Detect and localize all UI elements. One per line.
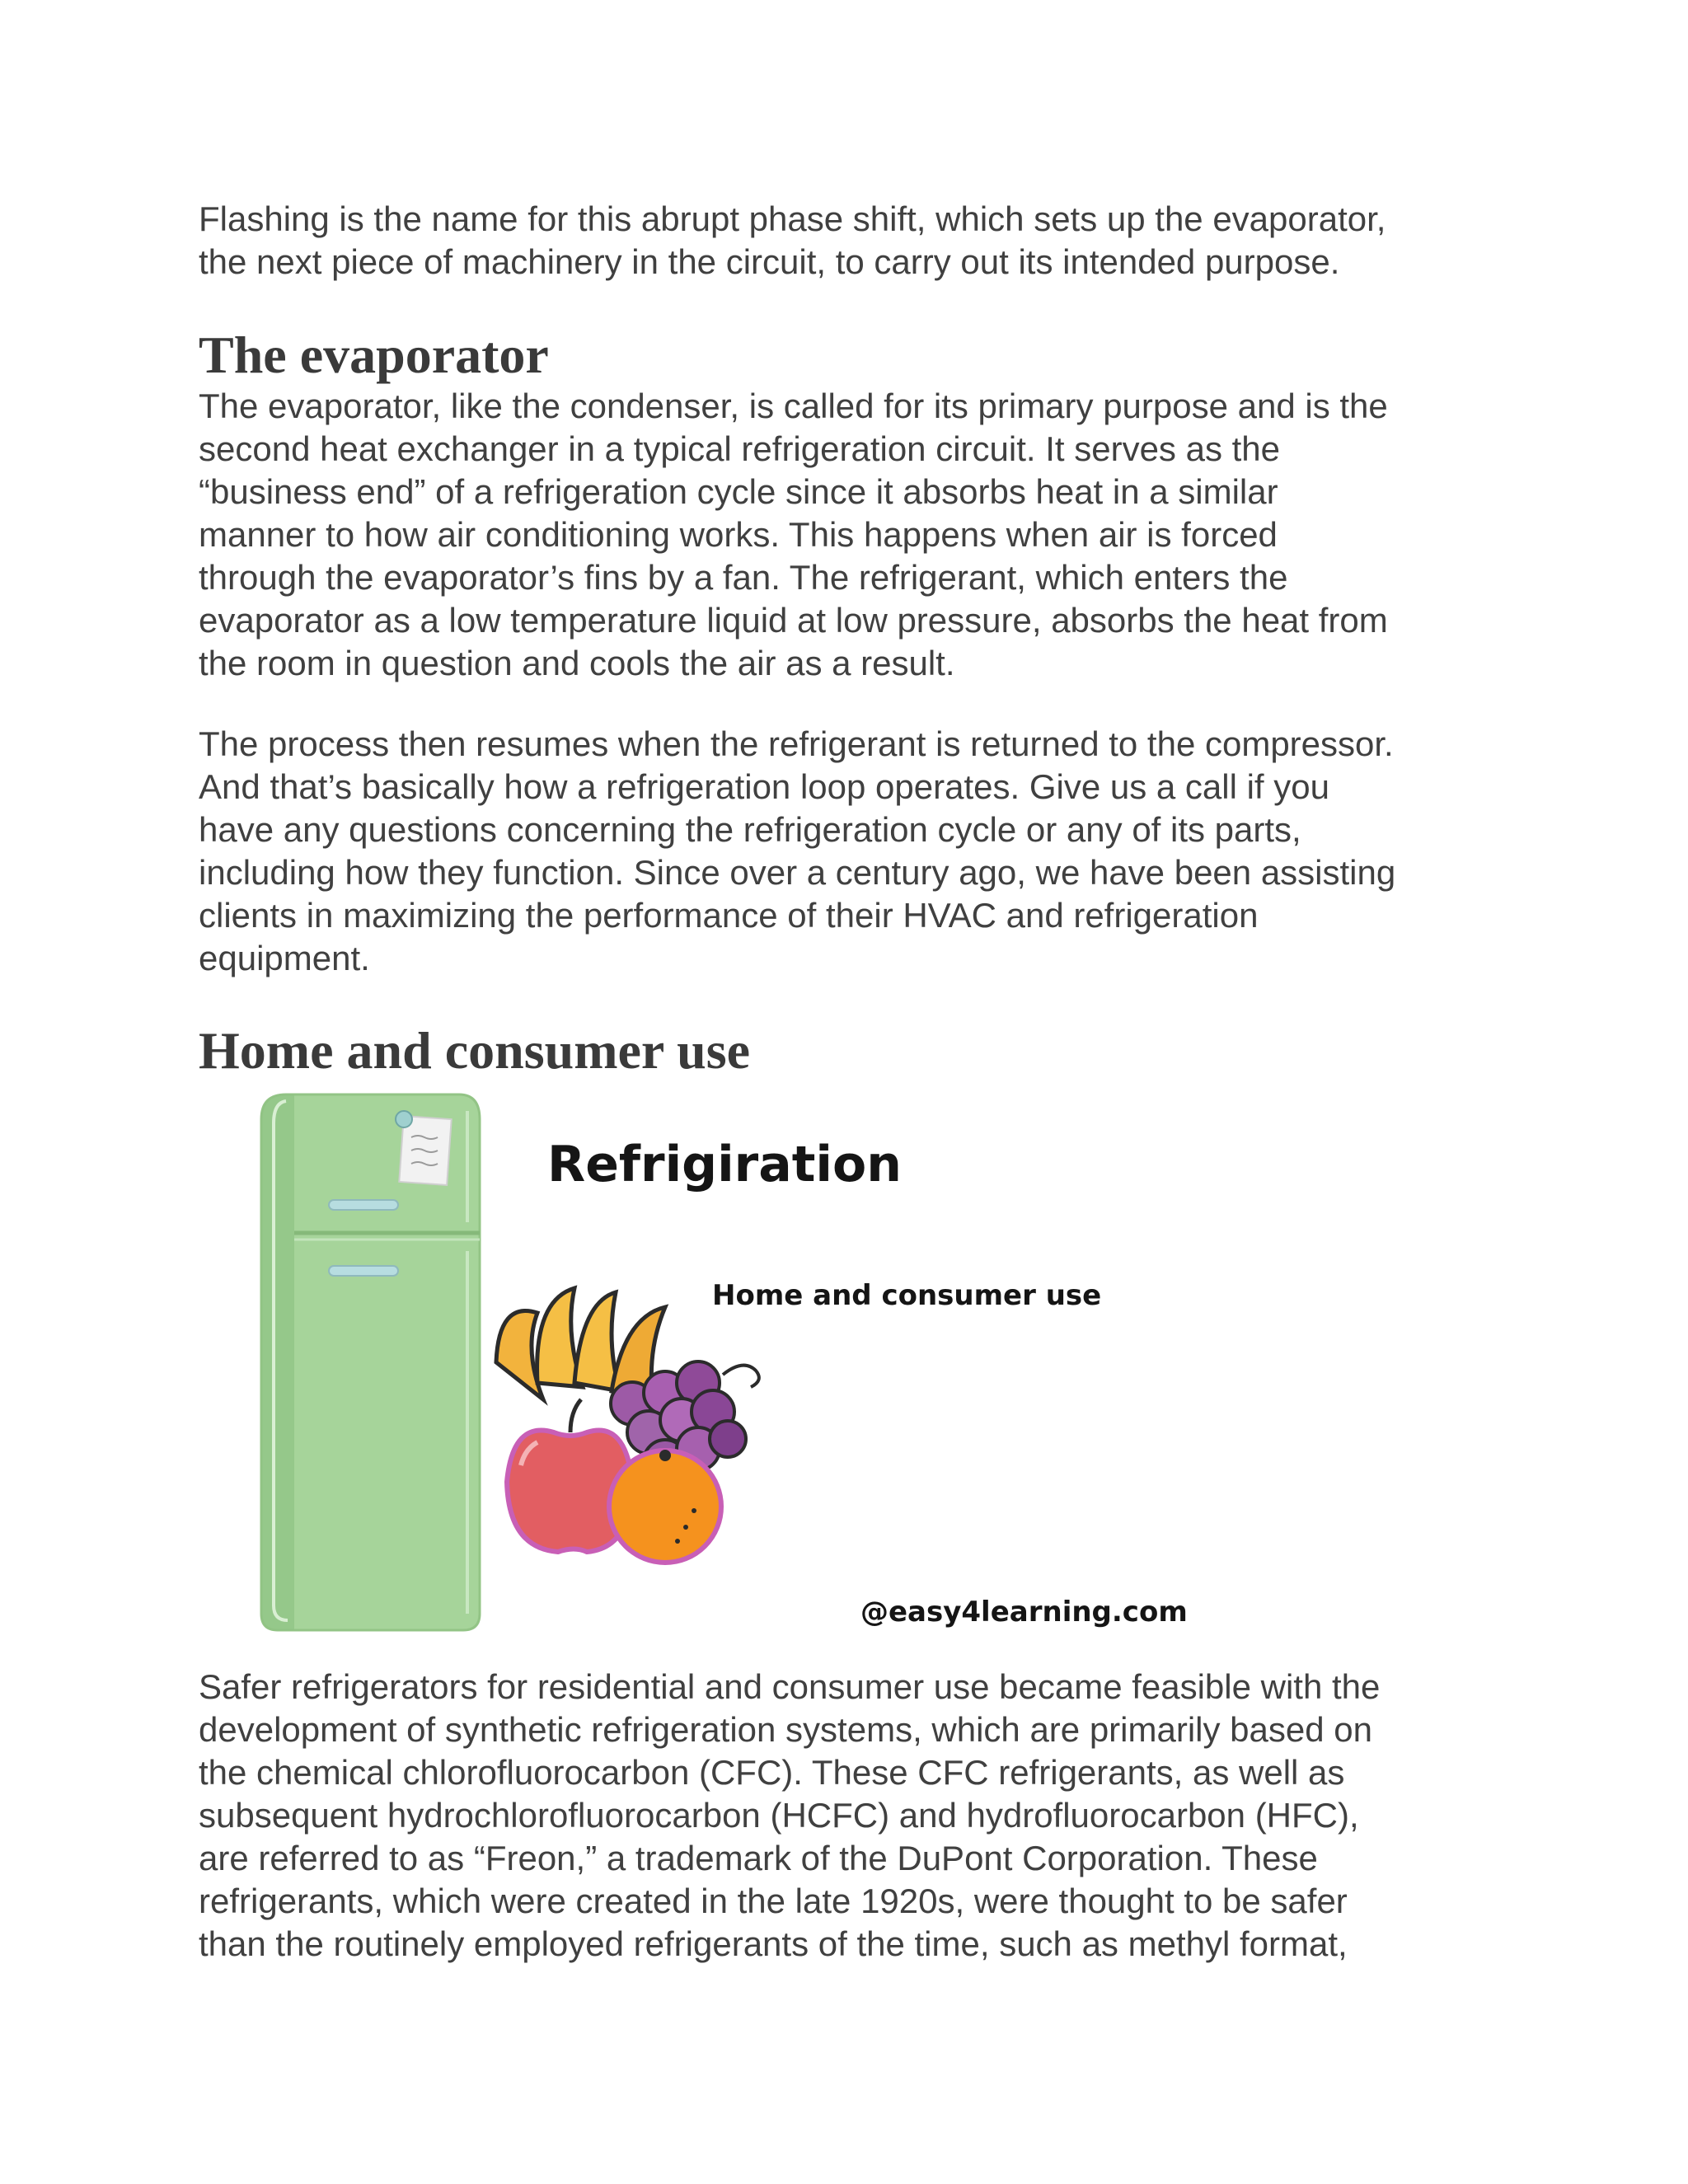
text-line: refrigerants, which were created in the late 1920s, were thought to be safer [199, 1882, 1348, 1920]
text-line: the chemical chlorofluorocarbon (CFC). These CFC refrigerants, as well as [199, 1753, 1345, 1792]
text-line: through the evaporator’s fins by a fan. The refrigerant, which enters the [199, 558, 1288, 597]
text-line: And that’s basically how a refrigeration loop operates. Give us a call if you [199, 767, 1329, 806]
text-line: Flashing is the name for this abrupt phase shift, which sets up the evaporator, [199, 199, 1386, 238]
evaporator-paragraph-1 [199, 385, 1388, 685]
text-line: “business end” of a refrigeration cycle since it absorbs heat in a similar [199, 472, 1278, 511]
intro-paragraph [199, 198, 1386, 284]
text-line: manner to how air conditioning works. This happens when air is forced [199, 515, 1278, 554]
section-heading-home-consumer: Home and consumer use [199, 1021, 751, 1080]
figure-title: Refrigiration [547, 1136, 902, 1193]
text-line: the next piece of machinery in the circuit, to carry out its intended purpose. [199, 242, 1340, 281]
text-line: than the routinely employed refrigerants of the time, such as methyl format, [199, 1924, 1348, 1963]
text-line: evaporator as a low temperature liquid at low pressure, absorbs the heat from [199, 601, 1388, 640]
text-line: subsequent hydrochlorofluorocarbon (HCFC) and hydrofluorocarbon (HFC), [199, 1796, 1359, 1835]
text-line: The process then resumes when the refrigerant is returned to the compressor. [199, 724, 1394, 763]
refrigerator-icon [261, 1094, 480, 1630]
text-line: including how they function. Since over a century ago, we have been assisting [199, 853, 1396, 892]
text-line: equipment. [199, 939, 370, 977]
text-line: are referred to as “Freon,” a trademark of the DuPont Corporation. These [199, 1839, 1318, 1877]
section-heading-evaporator: The evaporator [199, 326, 549, 384]
figure-credit: @easy4learning.com [860, 1596, 1188, 1629]
home-consumer-paragraph [199, 1666, 1380, 1966]
figure-subtitle: Home and consumer use [712, 1279, 1102, 1312]
evaporator-paragraph-2 [199, 723, 1395, 980]
text-line: have any questions concerning the refrigeration cycle or any of its parts, [199, 810, 1301, 849]
text-line: second heat exchanger in a typical refrigeration circuit. It serves as the [199, 429, 1281, 468]
text-line: Safer refrigerators for residential and consumer use became feasible with the [199, 1667, 1381, 1706]
text-line: the room in question and cools the air as a result. [199, 644, 955, 682]
text-line: The evaporator, like the condenser, is called for its primary purpose and is the [199, 387, 1388, 425]
refrigeration-figure [237, 1086, 1209, 1647]
text-line: clients in maximizing the performance of their HVAC and refrigeration [199, 896, 1259, 935]
orange-icon [609, 1450, 721, 1563]
text-line: development of synthetic refrigeration systems, which are primarily based on [199, 1710, 1372, 1749]
